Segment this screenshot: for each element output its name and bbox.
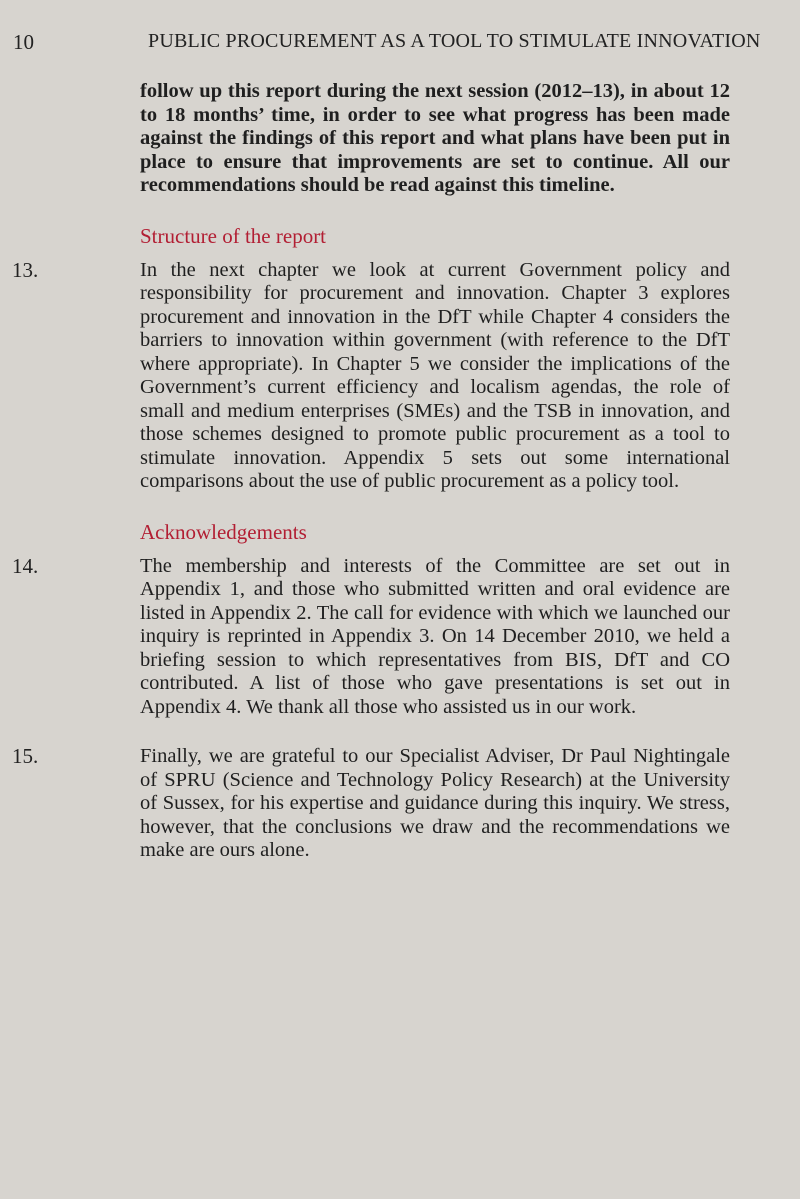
paragraph-13 (12, 257, 730, 494)
page-body (12, 80, 730, 889)
paragraph-15 (12, 744, 730, 863)
paragraph-text: Finally, we are grateful to our Specialist Adviser, Dr Paul Nightingale of SPRU (Science and Technology Policy Research) at the University of Sussex, for his expertise and guidance during this inquiry. We stress, however, that the conclusions we draw and the recommendations we make are ours alone. (140, 745, 730, 861)
paragraph-number: 13. (12, 257, 39, 282)
paragraph-text: In the next chapter we look at current Government policy and responsibility for procurement and innovation. Chapter 3 explores procurement and innovation in the DfT while Chapter 4 considers the barriers to innovation within government (with reference to the DfT where appropriate). In Chapter 5 we consider the implications of the Government’s current efficiency and localism agendas, the role of small and medium enterprises (SMEs) and the TSB in innovation, and those schemes designed to promote public procurement as a tool to stimulate innovation. Appendix 5 sets out some international comparisons about the use of public procurement as a policy tool. (140, 258, 730, 492)
section-heading-structure: Structure of the report (140, 223, 327, 248)
paragraph-number: 15. (12, 744, 39, 768)
intro-paragraph: follow up this report during the next session (2012–13), in about 12 to 18 months’ time, in order to see what progress has been made against the findings of this report and what plans have been put in place to ensure that improvements are set to continue. All our recommendations should be read against this timeline. (140, 80, 730, 196)
paragraph-number: 14. (12, 553, 39, 578)
section-heading-acknowledgements: Acknowledgements (140, 519, 307, 544)
running-head: PUBLIC PROCUREMENT AS A TOOL TO STIMULATE INNOVATION (148, 30, 761, 52)
page-number: 10 (13, 30, 34, 54)
paragraph-text: The membership and interests of the Committee are set out in Appendix 1, and those who submitted written and oral evidence are listed in Appendix 2. The call for evidence with which we launched our inquiry is reprinted in Appendix 3. On 14 December 2010, we held a briefing session to which representatives from BIS, DfT and CO contributed. A list of those who gave presentations is set out in Appendix 4. We thank all those who assisted us in our work. (140, 554, 730, 718)
paragraph-14 (12, 553, 730, 720)
